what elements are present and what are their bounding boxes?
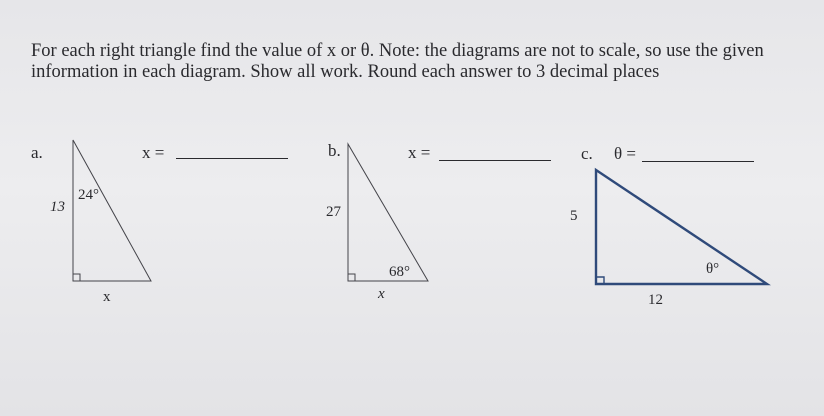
problem-a-answer-prompt: x =: [142, 143, 165, 162]
problem-c-label: c.: [581, 144, 593, 163]
triangle-a: [73, 140, 151, 281]
triangle-b: [348, 143, 431, 281]
right-angle-marker-b: [348, 274, 355, 281]
problem-b-side-label: 27: [326, 204, 341, 220]
problem-c-side-label: 5: [570, 208, 578, 224]
problem-c-angle-label: θ°: [706, 261, 720, 277]
problem-a-label: a.: [31, 143, 43, 162]
instructions-text: For each right triangle find the value of x or θ. Note: the diagrams are not to scale, so use the given information in each diagram. Show all work. Round each answer to 3 decimal places: [31, 41, 764, 82]
problem-b-label: b.: [328, 141, 341, 160]
problem-b-answer-blank[interactable]: [439, 160, 551, 161]
problem-b-answer-prompt: x =: [408, 143, 431, 162]
problem-b-angle-label: 68°: [389, 264, 410, 280]
problem-a-angle-label: 24°: [78, 187, 99, 203]
problem-c-answer-blank[interactable]: [642, 161, 754, 162]
right-angle-marker-a: [73, 274, 80, 281]
problem-c-bottom-label: 12: [648, 292, 663, 308]
problem-b-bottom-label: x: [378, 286, 385, 302]
problem-a-side-label: 13: [50, 199, 65, 215]
problem-c-answer-prompt: θ =: [614, 144, 636, 163]
problem-a-answer-blank[interactable]: [176, 158, 288, 159]
triangle-c: [596, 170, 767, 284]
problem-a-bottom-label: x: [103, 289, 111, 305]
